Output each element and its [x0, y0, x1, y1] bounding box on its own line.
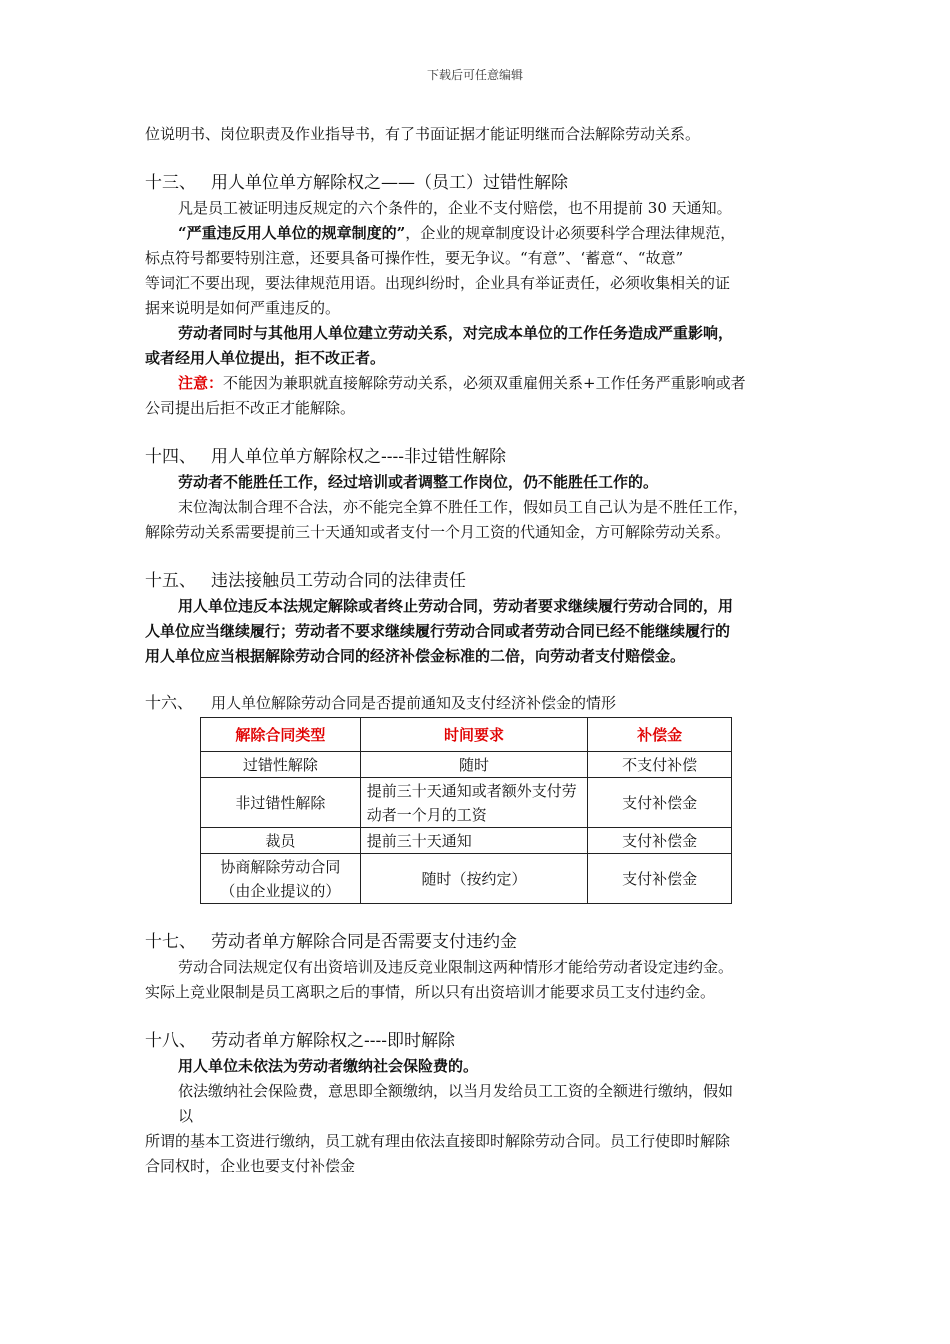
- section-18-number: 十八、: [145, 1031, 196, 1051]
- s18-line-5: 合同权时，企业也要支付补偿金: [145, 1157, 356, 1175]
- section-17-number: 十七、: [145, 932, 196, 952]
- cell-type: 过错性解除: [201, 752, 361, 778]
- section-17-heading: [145, 930, 815, 955]
- section-13-title: 用人单位单方解除权之——（员工）过错性解除: [211, 173, 568, 193]
- s18-paragraph-1: 用人单位未依法为劳动者缴纳社会保险费的。: [178, 1057, 479, 1075]
- cell-type: 裁员: [201, 828, 361, 854]
- cell-comp: 不支付补偿: [588, 752, 732, 778]
- section-15-number: 十五、: [145, 571, 196, 591]
- s13-paragraph-2-line-3: 等词汇不要出现，要法律规范用语。出现纠纷时，企业具有举证责任，必须收集相关的证: [145, 274, 731, 292]
- note-text: 不能因为兼职就直接解除劳动关系，必须双重雇佣关系+工作任务严重影响或者: [223, 374, 746, 392]
- cell-time: 随时: [360, 752, 588, 778]
- table-row: [201, 828, 732, 854]
- section-14-title: 用人单位单方解除权之----非过错性解除: [211, 447, 506, 467]
- s13-paragraph-2-line-4: 据来说明是如何严重违反的。: [145, 299, 341, 317]
- s13-rule-quote: “严重违反用人单位的规章制度的”: [178, 224, 406, 242]
- section-16-heading: [145, 693, 815, 713]
- s15-line-2: 人单位应当继续履行；劳动者不要求继续履行劳动合同或者劳动合同已经不能继续履行的: [145, 622, 731, 640]
- table-row: [201, 854, 732, 904]
- s13-rule-text: ，企业的规章制度设计必须要科学合理法律规范，: [405, 224, 736, 242]
- s13-note-line-1: [145, 371, 815, 396]
- s14-paragraph-2-line-1: 末位淘汰制合理不合法，亦不能完全算不胜任工作，假如员工自己认为是不胜任工作，: [178, 498, 749, 516]
- section-13-heading: [145, 171, 815, 196]
- s13-paragraph-3-line-2: 或者经用人单位提出，拒不改正者。: [145, 349, 386, 367]
- s13-note-line-2: 公司提出后拒不改正才能解除。: [145, 399, 356, 417]
- page-header: 下载后可任意编辑: [426, 68, 523, 82]
- cell-comp: 支付补偿金: [588, 828, 732, 854]
- header-time: 时间要求: [360, 718, 588, 752]
- s14-paragraph-2-line-2: 解除劳动关系需要提前三十天通知或者支付一个月工资的代通知金，方可解除劳动关系。: [145, 523, 731, 541]
- section-15-title: 违法接触员工劳动合同的法律责任: [211, 571, 466, 591]
- table-row: [201, 778, 732, 828]
- s13-paragraph-2-line-1: [145, 221, 815, 246]
- section-16-number: 十六、: [145, 693, 194, 712]
- s15-line-1: 用人单位违反本法规定解除或者终止劳动合同，劳动者要求继续履行劳动合同的，用: [178, 597, 734, 615]
- section-18-heading: [145, 1029, 815, 1054]
- cell-comp: 支付补偿金: [588, 778, 732, 828]
- header-type: 解除合同类型: [201, 718, 361, 752]
- s18-line-2: 依法缴纳社会保险费，意思即全额缴纳，以当月发给员工工资的全额进行缴纳，假如: [178, 1082, 734, 1100]
- s17-line-1: 劳动合同法规定仅有出资培训及违反竞业限制这两种情形才能给劳动者设定违约金。: [178, 958, 734, 976]
- section-14-number: 十四、: [145, 447, 196, 467]
- section-14-heading: [145, 445, 815, 470]
- table-row: [201, 752, 732, 778]
- s18-line-4: 所谓的基本工资进行缴纳，员工就有理由依法直接即时解除劳动合同。员工行使即时解除: [145, 1132, 731, 1150]
- s13-paragraph-1: 凡是员工被证明违反规定的六个条件的，企业不支付赔偿，也不用提前 30 天通知。: [178, 199, 732, 217]
- header-comp: 补偿金: [588, 718, 732, 752]
- s17-line-2: 实际上竞业限制是员工离职之后的事情，所以只有出资培训才能要求员工支付违约金。: [145, 983, 716, 1001]
- cell-time: 提前三十天通知或者额外支付劳动者一个月的工资: [360, 778, 588, 828]
- cell-type: 非过错性解除: [201, 778, 361, 828]
- cell-time: 随时（按约定）: [360, 854, 588, 904]
- cell-time: 提前三十天通知: [360, 828, 588, 854]
- document-body: [145, 122, 815, 1179]
- s15-line-3: 用人单位应当根据解除劳动合同的经济补偿金标准的二倍，向劳动者支付赔偿金。: [145, 647, 686, 665]
- termination-table: [200, 717, 732, 904]
- note-label: 注意：: [178, 374, 224, 392]
- section-15-heading: [145, 569, 815, 594]
- s13-paragraph-3-line-1: 劳动者同时与其他用人单位建立劳动关系，对完成本单位的工作任务造成严重影响，: [178, 324, 734, 342]
- s13-paragraph-2-line-2: 标点符号都要特别注意，还要具备可操作性，要无争议。“有意”、‘蓄意“、“故意”: [145, 249, 684, 267]
- s14-paragraph-1: 劳动者不能胜任工作，经过培训或者调整工作岗位，仍不能胜任工作的。: [178, 473, 659, 491]
- section-18-title: 劳动者单方解除权之----即时解除: [211, 1031, 455, 1051]
- table-header-row: [201, 718, 732, 752]
- cell-type: 协商解除劳动合同（由企业提议的）: [201, 854, 361, 904]
- intro-paragraph: 位说明书、岗位职责及作业指导书，有了书面证据才能证明继而合法解除劳动关系。: [145, 125, 701, 143]
- s18-line-3: 以: [178, 1107, 194, 1125]
- cell-comp: 支付补偿金: [588, 854, 732, 904]
- section-16-title: 用人单位解除劳动合同是否提前通知及支付经济补偿金的情形: [211, 694, 617, 712]
- section-13-number: 十三、: [145, 173, 196, 193]
- section-17-title: 劳动者单方解除合同是否需要支付违约金: [211, 932, 517, 952]
